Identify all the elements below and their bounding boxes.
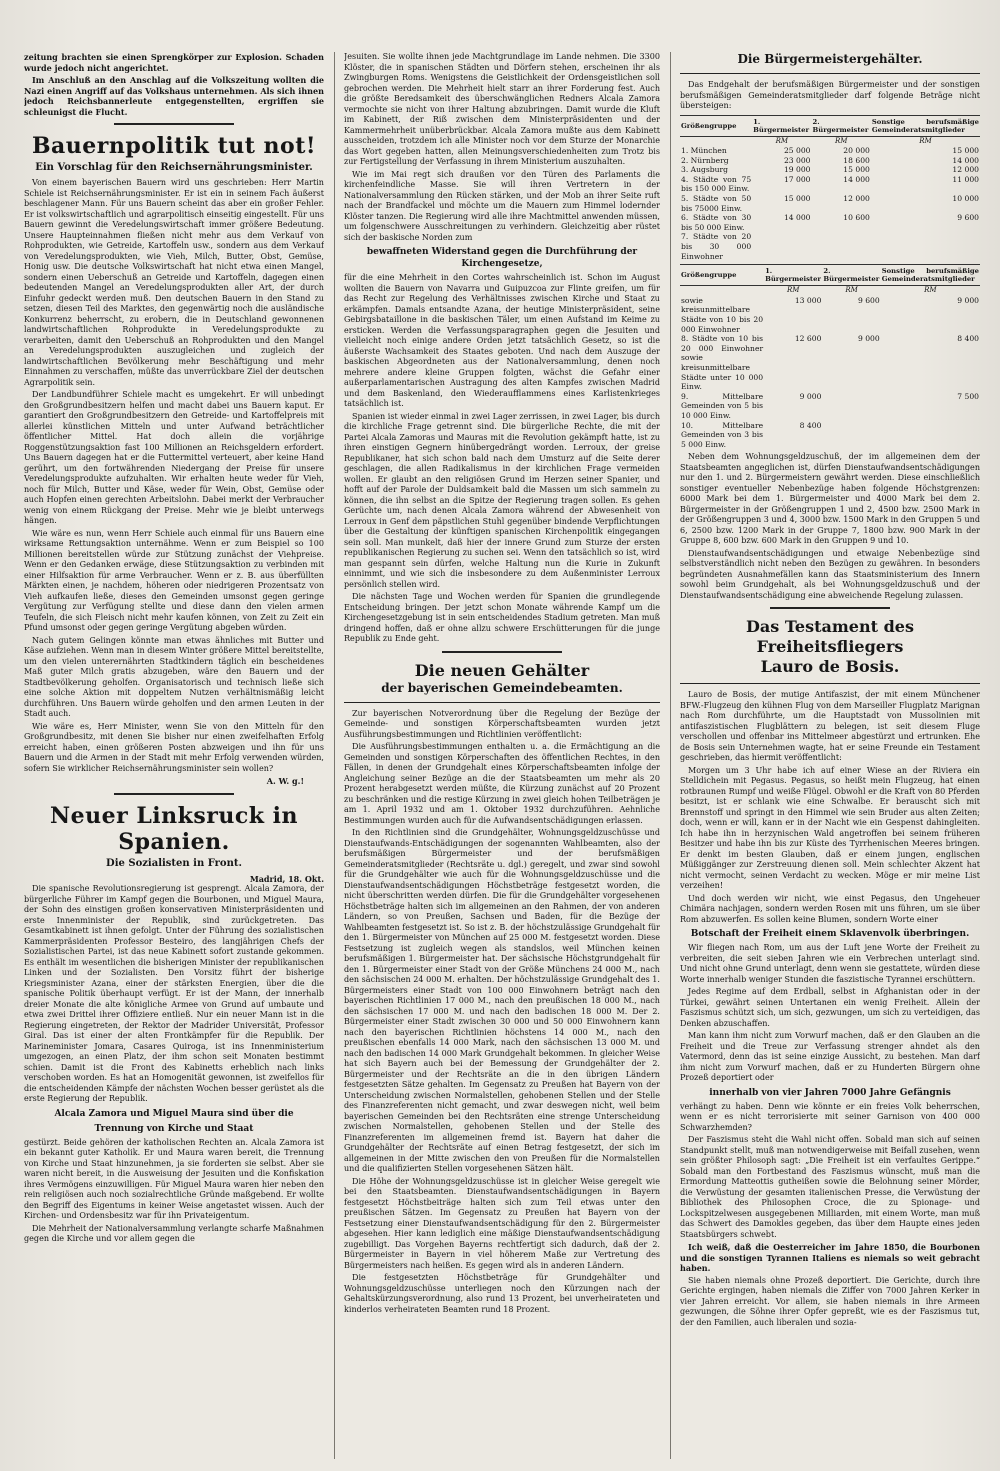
divider xyxy=(770,607,890,609)
table-row xyxy=(680,213,980,232)
paragraph: Wie wäre es nun, wenn Herr Schiele auch einmal für uns Bauern eine wirksame Rettungsaktion unternähme. Wenn er zum Beispiel so 100 Millionen bereitstellen würde zur Stützung zunächst der Viehpreise. Wenn er den Gedanken erwäge, diese Stützungsaktion zu verbinden mit einer Hilfsaktion für arme Verbraucher. Wenn er z. B. aus überfüllten Märkten einen, je nachdem, höheren oder niedrigeren Prozentsatz von Vieh aufkaufen ließe, dieses den Gemeinden umsonst gegen geringe Vergütung zur Verfügung stellte und diese dann den vielen armen Teufeln, die sich Fleisch nicht mehr kaufen können, von Zeit zu Zeit ein Pfund umsonst oder gegen geringe Vergütung abgeben würden. xyxy=(24,528,324,632)
paragraph: Die Höhe der Wohnungsgeldzuschüsse ist in gleicher Weise geregelt wie bei den Staatsbeamten. Dienstaufwandsentschädigungen in Bayern festgesetzt Höchstbeiträge halten sich zum Teil etwas unter den preußischen Sätzen. Im Gegensatz zu Preußen hat Bayern von der Festsetzung einer Dienstaufwandsentschädigung für den 2. Bürgermeister abgesehen. Hier kann lediglich eine mäßige Dienstaufwandsentschädigung zugebilligt. Das Vorgehen Bayerns rechtfertigt sich dadurch, daß der 2. Bürgermeister in Bayern in viel höherem Maße zur Vertretung des Bürgermeisters nach heißen. Es gegen wird als in anderen Ländern. xyxy=(344,1176,660,1270)
paragraph: Morgen um 3 Uhr habe ich auf einer Wiese an der Riviera ein Stelldichein mit Pegasus. Pegasus, so heißt mein Flugzeug, hat einen rotbraunen Rumpf und weiße Flügel. Obwohl er die Kraft von 80 Pferden besitzt, ist er schlank wie eine Schwalbe. Er berauscht sich mit Brennstoff und springt in den Himmel wie sein Bruder aus alten Zeiten; doch, wenn er will, kann er in der Nacht wie ein Gespenst dahingleiten. Ich habe ihn in herzynischen Wald angetroffen bei seinem früheren Besitzer und habe ihn bis zur Küste des Tyrrhenischen Meeres bringen. Er denkt im besten Glauben, daß er einem jungen, englischen Müßiggänger zur Zerstreuung dienen soll. Mein schlechter Akzent hat nicht vermocht, seinen Verdacht zu wecken. Möge er mir meine List verzeihen! xyxy=(680,765,980,891)
table-cell: 8 400 xyxy=(957,334,979,344)
table-row xyxy=(680,165,980,175)
table-cell: 7. Städte von 20 bis 30 000 Einwohner xyxy=(681,232,752,261)
table-cell: 15 000 xyxy=(843,165,870,175)
paragraph: zeitung brachten sie einen Sprengkörper zur Explosion. Schaden wurde jedoch nicht angerichtet. xyxy=(24,52,324,73)
paragraph: verhängt zu haben. Denn wie könnte er ein freies Volk beherrschen, wenn er es nicht terrorisierte mit seiner Garnison von 400 000 Schwarzhemden? xyxy=(680,1101,980,1132)
table-header: 2. Bürgermeister xyxy=(822,265,880,286)
unit-row xyxy=(680,286,980,296)
article-title-buergermeister: Die Bürgermeistergehälter. xyxy=(737,52,923,66)
article-title-testament: Lauro de Bosis. xyxy=(760,657,900,677)
column-2 xyxy=(344,52,660,1461)
table-cell xyxy=(871,232,980,261)
paragraph: gestürzt. Beide gehören der katholischen Rechten an. Alcala Zamora ist ein bekannt guter Katholik. Er und Maura waren bereit, die Trennung von Kirche und Staat hinzunehmen, ja sie forderten sie selbst. Aber sie waren nicht bereit, in die Ausweisung der Jesuiten und die Konfiskation ihres Vermögens einzuwilligen. Für Miguel Maura waren hier neben den rein religiösen auch noch sozialrechtliche Gründe maßgebend. Er wollte den Begriff des Eigentums in keiner Weise angetastet wissen. Auch der Kirchen- und Ordensbesitz war für ihn Privateigentum. xyxy=(24,1137,324,1220)
article-subtitle: Ein Vorschlag für den Reichsernährungsminister. xyxy=(35,162,313,173)
paragraph: Wie wäre es, Herr Minister, wenn Sie von den Mitteln für den Großgrundbesitz, mit denen Sie bisher nur einen zweifelhaften Erfolg erreicht haben, einen größeren Posten abzweigen und ihn für uns Bauern und die Armen in der Stadt mit mehr Erfolg verwenden würden, sofern Sie wirklicher Reichsernährungsminister sein wollen? xyxy=(24,721,324,773)
table-row xyxy=(680,392,980,421)
paragraph: Wir fliegen nach Rom, um aus der Luft jene Worte der Freiheit zu verbreiten, die seit sieben Jahren wie ein Verbrechen unterlagt sind. Und nicht ohne Grund unterlagt, denn wenn sie gestattete, würden diese Worte innerhalb weniger Stunden die faszistische Tyrannei erschüttern. xyxy=(680,943,980,984)
column-1 xyxy=(24,52,324,1461)
section-heading: Botschaft der Freiheit einem Sklavenvolk überbringen. xyxy=(690,929,970,940)
paragraph: Im Anschluß an den Anschlag auf die Volkszeitung wollten die Nazi einen Angriff auf das Volkshaus unternehmen. Als sich ihnen jedoch Reichsbannerleute entgegenstellten, ergriffen sie schleunigst die Flucht. xyxy=(24,75,324,117)
paragraph: Die festgesetzten Höchstbeträge für Grundgehälter und Wohnungsgeldzuschüsse unterliegen noch den Kürzungen nach der Gehaltskürzungsverordnung, also rund 13 Prozent, bei unverheirateten und kinderlos verheirateten Beamten rund 18 Prozent. xyxy=(344,1273,660,1314)
table-row xyxy=(680,421,980,450)
table-cell: 14 000 xyxy=(783,213,811,223)
article-title-testament: Das Testament des Freiheitsfliegers xyxy=(746,617,914,657)
article-title-gehaelter: Die neuen Gehälter xyxy=(414,660,590,680)
paragraph: Und doch werden wir nicht, wie einst Pegasus, den Ungeheuer Chimära nachjagen, sondern werden Rosen mit uns führen, um sie über Rom abzuwerfen. Es sollen keine Blumen, sondern Worte einer xyxy=(680,893,980,924)
paragraph: Dienstaufwandsentschädigungen und etwaige Nebenbezüge sind selbstverständlich nicht neben den Bezügen zu gewähren. In besonders begründeten Ausnahmefällen kann das Staatsministerium des Innern sowohl beim Grundgehalt, als bei Wohnungsgeldzuschuß und der Dienstaufwandsentschädigung eine abweichende Regelung zulassen. xyxy=(680,548,980,600)
article-signature: A. W. g.! xyxy=(266,776,304,786)
salary-table xyxy=(680,115,980,262)
paragraph: Die Mehrheit der Nationalversammlung verlangte scharfe Maßnahmen gegen die Kirche und vor allem gegen die xyxy=(24,1223,324,1243)
table-header: Größengruppe xyxy=(680,115,752,136)
table-cell: 10 600 xyxy=(843,213,870,223)
unit-cell: RM xyxy=(787,286,800,295)
paragraph: Neben dem Wohnungsgeldzuschuß, der im allgemeinen dem der Staatsbeamten angeglichen ist, dürfen Dienstaufwandsentschädigungen nur den 1. und 2. Bürgermeistern gewährt werden. Diese einschließlich sonstiger eventueller Nebenbezüge haben folgende Höchstgrenzen: 6000 Mark bei dem 1. Bürgermeister und 4000 Mark bei dem 2. Bürgermeister in der Größengruppen 1 und 2, 4500 bzw. 2500 Mark in der Größengruppen 3 und 4, 3000 bzw. 1500 Mark in den Gruppen 5 und 6, 2500 bzw. 1200 Mark in der Gruppe 7, 1800 bzw. 900 Mark in der Gruppe 8, 600 bzw. 600 Mark in den Gruppen 9 und 10. xyxy=(680,452,980,546)
column-3 xyxy=(680,52,980,1461)
table-cell xyxy=(881,421,980,450)
unit-cell: RM xyxy=(919,136,932,145)
table-header: Größengruppe xyxy=(680,265,764,286)
paragraph: Der Landbundführer Schiele macht es umgekehrt. Er will unbedingt den Großgrundbesitzern helfen und macht dabei uns Bauern kaput. Er garantiert den Großgrundbesitzern den Getreide- und Kartoffelpreis mit allerlei künstlichen Mitteln und unter Aufwand beträchtlicher öffentlicher Mittel. Hat doch allein die vorjährige Roggenstützungsaktion fast 100 Millionen an Reichsgeldern erfordert. Uns Bauern dagegen hat er die Futtermittel verteuert, aber keine Hand gerührt, um den fortwährenden Niedergang der Preise für unsere Veredelungsprodukte aufzuhalten. Wir erhalten heute weder für Vieh, noch für Milch, Butter und Käse, weder für Wein, Obst, Gemüse oder auch Hopfen einen gerechten Arbeitslohn. Dabei merkt der Verbraucher wenig von einem Rückgang der Preise. Mehr wie je bleibt unterwegs hängen. xyxy=(24,390,324,525)
table-cell: 10. Mittelbare Gemeinden von 3 bis 5 000 Einw. xyxy=(681,420,764,449)
paragraph: Jesuiten. Sie wollte ihnen jede Machtgrundlage im Lande nehmen. Die 3300 Klöster, die in spanischen Städten und Dörfern stehen, erscheinen ihr als Zwingburgen Roms. Wenigstens die Geistlichkeit der Ordensgeistlichen soll gebrochen werden. Die Mehrheit hielt starr an ihrer Forderung fest. Auch die größte Beredsamkeit des überschwänglichen Redners Alcala Zamora vermochte sie nicht von ihrer Haltung abzubringen. Damit wurde die Kluft im Kabinett, der Riß zwischen dem Ministerpräsidenten und der Kammermehrheit unüberbrückbar. Alcala Zamora mußte aus dem Kabinett ausscheiden, trotzdem ich alle Minister noch vor dem Sturze der Monarchie das Wort gegeben hatten, allen Meinungsverschiedenheiten zum Trotz bis zur Fertigstellung der Verfassung in ihrem Ministerium auszuhalten. xyxy=(344,52,660,166)
table-row xyxy=(680,232,980,261)
paragraph: Nach gutem Gelingen könnte man etwas ähnliches mit Butter und Käse aufziehen. Wenn man in diesem Winter größere Mittel bereitstellte, um den vielen unterernährten Stadtkindern täglich ein bescheidenes Maß guter Milch gratis abzugeben, wäre den Bauern und der Stadtbevölkerung geholfen. Organisatorisch und technisch ließe sich eine solche Aktion mit doppeltem Nutzen verhältnismäßig leicht durchführen. Uns Bauern würde geholfen und den armen Leuten in der Stadt auch. xyxy=(24,635,324,718)
table-row xyxy=(680,194,980,213)
unit-cell: RM xyxy=(834,136,848,145)
table-row xyxy=(680,156,980,166)
table-cell: 18 600 xyxy=(843,155,870,165)
table-cell: 3. Augsburg xyxy=(681,165,729,175)
article-subtitle: der bayerischen Gemeindebeamten. xyxy=(381,680,623,695)
unit-cell: RM xyxy=(924,286,937,295)
paragraph: Lauro de Bosis, der mutige Antifaszist, der mit einem Münchener BFW.-Flugzeug den kühnen Flug von dem Marseiller Flugplatz Marignan nach Rom durchführte, um die Hauptstadt von Mussolinien mit antifaszistischen Flugblättern zu belegen, ist seit diesem Fluge verschollen und offenbar ins Mittelmeer abgestürzt und ertrunken. Ehe de Bosis sein Unternehmen wagte, hat er seine Freunde ein Testament geschrieben, das hiermit veröffentlicht: xyxy=(680,690,980,763)
table-cell xyxy=(822,421,880,450)
table-cell: 19 000 xyxy=(783,165,811,175)
article-title-bauernpolitik: Bauernpolitik tut not! xyxy=(31,133,317,159)
divider xyxy=(114,123,234,125)
table-row xyxy=(680,334,980,392)
table-cell: 10 000 xyxy=(952,194,979,204)
table-header: 2. Bürgermeister xyxy=(812,115,871,136)
paragraph: Von einem bayerischen Bauern wird uns geschrieben: Herr Martin Schiele ist Reichsernährungsminister. Er ist ein in seinem Fach äußerst beschlagener Mann. Für uns Bauern scheint das aber ein großer Fehler. Er ist volkswirtschaftlich und agrarpolitisch einseitig eingestellt. Für uns Bauern gewinnt die Veredelungswirtschaft immer größere Bedeutung. Unsere Haupteinnahmen fließen nicht mehr aus dem Verkauf von Rohprodukten, wie Getreide, Kartoffeln usw., sondern aus dem Verkauf von Veredelungsprodukten, wie Vieh, Milch, Butter, Obst, Gemüse, Honig usw. Die deutsche Volkswirtschaft hat nicht etwa einen Mangel, sondern einen Ueberschuß an Getreide und Kartoffeln, dagegen einen bedeutenden Mangel an Veredelungsprodukten aller Art, der durch Einfuhr gedeckt werden muß. Den deutschen Bauern in den Stand zu setzen, diesen Teil des Marktes, den gegenwärtig noch die ausländische Konkurrenz beherrscht, zu erobern, die in Deutschland gewonnenen landwirtschaftlichen Rohprodukte in Veredelungsprodukte zu verarbeiten, damit den Ueberschuß an Rohprodukten und den Mangel an Veredelungsprodukten auszugleichen und zugleich der landwirtschaftlichen Bevölkerung mehr Beschäftigung und mehr Einnahmen zu verschaffen, müßte das unverrückbare Ziel der deutschen Agrarpolitik sein. xyxy=(24,178,324,387)
table-cell: 9 000 xyxy=(799,391,822,401)
table-cell: 2. Nürnberg xyxy=(681,155,729,165)
paragraph: Spanien ist wieder einmal in zwei Lager zerrissen, in zwei Lager, bis durch die kirchliche Frage getrennt sind. Die bürgerliche Rechte, die mit der Partei Alcala Zamoras und Mauras mit die Revolution gekämpft hatte, ist zu ihren einstigen Gegnern hinübergedrängt worden. Lerroux, der greise Republikaner, hat sich schon bald nach dem Umsturz auf die Seite derer geschlagen, die allen Radikalismus in der kirchlichen Frage vermeiden wollen. Er glaubt an den religiösen Grund im Herzen seiner Spanier, und hofft auf der Parole der Duldsamkeit bald die Massen um sich sammeln zu können, die ihn selbst an die Spitze der Regierung tragen sollen. Es gehen Gerüchte um, nach denen Alcala Zamora während der Abwesenheit von Lerroux in Genf dem päpstlichen Stuhl gegenüber bindende Verpflichtungen über die Gestaltung der künftigen spanischen Kirchenpolitik eingegangen sein soll. Man munkelt, daß hier der innere Grund zum Sturze der ersten republikanischen Regierung zu suchen sei. Wenn den tatsächlich so ist, wird man gespannt sein dürfen, welche Haltung nun die Kurie in Zukunft einnimmt, und wie sich die insbesondere zu dem Außenminister Lerroux persönlich stellen wird. xyxy=(344,411,660,589)
column-rule xyxy=(334,52,335,1459)
unit-cell xyxy=(680,136,752,146)
table-cell: 1. München xyxy=(681,146,727,156)
paragraph: Ich weiß, daß die Oesterreicher im Jahre 1850, die Bourbonen und die sonstigen Tyrannen Italiens es niemals so weit gebracht haben. xyxy=(680,1242,980,1274)
paragraph: Die Ausführungsbestimmungen enthalten u. a. die Ermächtigung an die Gemeinden und sonstigen Körperschaften des öffentlichen Rechtes, in den Fällen, in denen der Grundgehalt eines Körperschaftsbeamten infolge der Angleichung seiner Bezüge an die der Staatsbeamten um mehr als 20 Prozent herabgesetzt werden müßte, die Kürzung zunächst auf 20 Prozent zu beschränken und die restige Kürzung in zwei gleich hohen Teilbeträgen je am 1. April 1932 und am 1. Oktober 1932 durchzuführen. Aehnliche Bestimmungen wurden auch für die Aufwandsentschädigungen erlassen. xyxy=(344,742,660,825)
table-cell xyxy=(752,232,811,261)
divider xyxy=(344,702,660,703)
divider xyxy=(442,651,562,653)
table-cell: 17 000 xyxy=(783,174,811,184)
table-cell: 9 600 xyxy=(857,295,880,305)
paragraph: Wie im Mai regt sich draußen vor den Türen des Parlaments die kirchenfeindliche Masse. Sie will ihren Vertretern in der Nationalversammlung den Rücken stärken, und der Mob an ihrer Seite ruft nach der Brandfackel und möchte um die Mauern zum Himmel lodernder Klöster tanzen. Die Regierung wird alle ihre Machtmittel anwenden müssen, um folgenschwere Ausschreitungen zu verhindern. Gleichzeitig aber rüstet sich der baskische Norden zum xyxy=(344,169,660,242)
divider xyxy=(680,73,980,74)
table-cell: 25 000 xyxy=(783,146,811,156)
table-row xyxy=(680,175,980,194)
section-heading: Trennung von Kirche und Staat xyxy=(94,1123,254,1134)
table-cell: 9. Mittelbare Gemeinden von 5 bis 10 000 Einw. xyxy=(681,391,764,420)
paragraph: Jedes Regime auf dem Erdball, selbst in Afghanistan oder in der Türkei, gewährt seinen Untertanen ein wenig Freiheit. Allein der Faszismus schützt sich, um sich, gezwungen, um sich zu verteidigen, das Denken abzuschaffen. xyxy=(680,987,980,1028)
divider xyxy=(114,793,234,795)
table-cell: 7 500 xyxy=(957,391,979,401)
paragraph: Der Faszismus steht die Wahl nicht offen. Sobald man sich auf seinen Standpunkt stellt, muß man notwendigerweise mit Beifall zusehen, wenn sein größter Philosoph sagt: „Die Freiheit ist ein verfaultes Gerippe.“ Sobald man den Fortbestand des Faszismus wünscht, muß man die Ermordung Matteottis gutheißen sowie die Belohnung seiner Mörder, die Verwüstung der gesamten italienischen Presse, die Verwüstung der Bibliothek des Philosophen Croce, die zu Spionage- und Lockspitzelwesen ausgegebenen Milliarden, mit einem Worte, man muß das Schwert des Damokles gegeben, das über dem Haupte eines jeden Staatsbürgers schwebt. xyxy=(680,1135,980,1239)
table-header: Sonstige berufsmäßige Gemeinderatsmitglieder xyxy=(871,115,980,136)
article-title-spanien: Neuer Linksruck in Spanien. xyxy=(49,802,299,855)
paragraph: Zur bayerischen Notverordnung über die Regelung der Bezüge der Gemeinde- und sonstigen Körperschaftsbeamten wurden jetzt Ausführungsbestimmungen und Richtlinien veröffentlicht: xyxy=(344,708,660,739)
table-cell: 23 000 xyxy=(783,155,811,165)
section-heading: Alcala Zamora und Miguel Maura sind über die xyxy=(54,1108,294,1119)
paragraph: In den Richtlinien sind die Grundgehälter, Wohnungsgeldzuschüsse und Dienstaufwands-Entschädigungen der sogenannten Wahlbeamten, also der berufsmäßigen Bürgermeister und der berufsmäßigen Gemeinderatsmitglieder (Rechtsräte u. dgl.) geregelt, und zwar sind sowohl für die Grundgehälter wie auch für die Wohnungsgeldzuschüsse und die Dienstaufwandsentschädigungen Höchstbeträge festgesetzt worden, die nicht überschritten werden dürfen. Die für die Grundgehälter vorgesehenen Höchstbeträge halten sich im allgemeinen an den Rahmen, der von anderen Ländern, so von Preußen, Sachsen und Baden, für die Bezüge der Wahlbeamten festgesetzt ist. So ist z. B. der höchstzulässige Grundgehalt für den 1. Bürgermeister von München auf 25 000 M. festgesetzt worden. Diese Festsetzung ist zugleich wegen als standslos, weil München keinen berufsmäßigen 1. Bürgermeister hat. Der sächsische Höchstgrundgehalt für den 1. Bürgermeister einer Stadt von der Größe Münchens 24 000 M., nach den sächsischen 24 000 M. erhalten. Der höchstzulässige Grundgehalt des 1. Bürgermeisters einer Stadt von 100 000 Einwohnern beträgt nach den bayerischen Richtlinien 17 000 M., nach den preußischen 18 000 M., nach den sächsischen 17 000 M. und nach den badischen 18 000 M. Der 2. Bürgermeister einer Stadt zwischen 30 000 und 50 000 Einwohnern kann nach den bayerischen Richtlinien höchstens 14 000 M., nach den preußischen ebenfalls 14 000 Mark, nach den sächsischen 13 000 M. und nach den badischen 14 000 Mark Grundgehalt bekommen. In gleicher Weise hat sich Bayern auch bei der Bemessung der Grundgehälter der 2. Bürgermeister und der Rechtsräte an die in den übrigen Ländern festgesetzten Sätze gehalten. Im Gegensatz zu Preußen hat Bayern von der Unterscheidung zwischen Normalstellen, gehobenen Stellen und der Stelle des Finanzreferenten nicht gemacht, und zwar deswegen nicht, weil beim bayerischen Gemeinden bei den Rechtsräten eine strenge Unterscheidung zwischen Normalstellen, gehobenen Stellen und der Stelle des Finanzreferenten im allgemeinen fremd ist. Bayern hat daher die Grundgehälter der Rechtsräte auf einen Betrag festgesetzt, der sich im allgemeinen in der Mitte zwischen den von Preußen für die Normalstellen und die qualifizierten Stellen vorgesehenen Sätzen hält. xyxy=(344,828,660,1173)
table-cell: 9 000 xyxy=(957,295,979,305)
table-cell: 6. Städte von 30 bis 50 000 Einw. xyxy=(681,213,752,232)
table-cell: 8. Städte von 10 bis 20 000 Einwohner sowie kreisunmittelbare Städte unter 10 000 Einw. xyxy=(681,334,764,392)
paragraph: Die nächsten Tage und Wochen werden für Spanien die grundlegende Entscheidung bringen. Der jetzt schon Monate währende Kampf um die Kirchengesetzgebung ist in sein entscheidendes Stadium getreten. Man muß dringend hoffen, daß er ohne allzu schwere Erschütterungen für die junge Republik zu Ende geht. xyxy=(344,592,660,643)
article-subtitle: Die Sozialisten in Front. xyxy=(106,857,242,869)
table-cell: 12 600 xyxy=(794,334,822,344)
paragraph: Sie haben niemals ohne Prozeß deportiert. Die Gerichte, durch ihre Gerichte ergingen, haben niemals die Ziffer von 7000 Jahren Kerker in vier Jahren erreicht. Vor allem, sie haben niemals in ihre Armeen gezwungen, die Söhne ihrer Opfer gepreßt, wie es der Faszismus tut, der den Familien, auch liberalen und sozia- xyxy=(680,1275,980,1327)
unit-cell: RM xyxy=(775,136,789,145)
section-heading: bewaffneten Widerstand gegen die Durchführung der Kirchengesetze, xyxy=(366,247,638,269)
paragraph: Man kann ihm nicht zum Vorwurf machen, daß er den Glauben an die Freiheit und die Treue zur Verfassung strenger ahndet als den Vatermord, denn das ist seine einzige Aussicht, zu bestehen. Man darf ihm nicht zum Vorwurf machen, daß er zu Hunderten Bürgern ohne Prozeß deportiert oder xyxy=(680,1031,980,1083)
column-rule xyxy=(670,52,671,1459)
table-cell: 14 000 xyxy=(952,155,979,165)
table-cell: 9 000 xyxy=(857,334,880,344)
table-cell: 15 000 xyxy=(783,194,811,204)
salary-table xyxy=(680,264,980,449)
table-header: 1. Bürgermeister xyxy=(752,115,811,136)
unit-cell xyxy=(680,286,764,296)
table-cell: 15 000 xyxy=(952,146,979,156)
unit-row xyxy=(680,136,980,146)
table-cell: 11 000 xyxy=(952,174,979,184)
table-row xyxy=(680,296,980,334)
table-cell: 12 000 xyxy=(952,165,979,175)
table-cell: 14 000 xyxy=(843,174,870,184)
table-header: 1. Bürgermeister xyxy=(764,265,822,286)
paragraph: Die spanische Revolutionsregierung ist gesprengt. Alcala Zamora, der bürgerliche Führer im Kampf gegen die Bourbonen, und Miguel Maura, der Sohn des einstigen großen konservativen Ministerpräsidenten und erste Innenminister der Republik, sind zurückgetreten. Das Gesamtkabinett ist ihnen gefolgt. Unter der Führung des sozialistischen Kammerpräsidenten Professor Besteiro, des langjährigen Chefs der Sozialistischen Partei, ist das neue Kabinett sofort zustande gekommen. Es enthält im wesentlichen die bisherigen Minister der republikanischen Linken und der Sozialisten. Den Vorsitz führt der bisherige Kriegsminister Azana, einer der stärksten Energien, über die die spanische Politik überhaupt verfügt. Er ist der Mann, der innerhalb dreier Monate die alte königliche Armee von Grund auf umbaute und etwa zwei Drittel ihrer Offiziere entließ. Nur ein neuer Mann ist in die Regierung eingetreten, der Rektor der Madrider Universität, Professor Giral. Das ist einer der alten Frontkämpfer für die Republik. Der Marineminister Jomara, Casares Quiroga, ist ins Innenministerium umgezogen, an einen Platz, der ihm schon seit Monaten bestimmt schien. Damit ist die Front des Kabinetts erheblich nach links verschoben worden. Es hat an Homogenität gewonnen, ist zweifellos für die entscheidenden Kämpfe der nächsten Wochen besser gerüstet als die erste Regierung der Republik. xyxy=(24,884,324,1103)
section-heading: innerhalb von vier Jahren 7000 Jahre Gefängnis xyxy=(709,1087,951,1098)
table-cell: 4. Städte von 75 bis 150 000 Einw. xyxy=(681,174,752,194)
table-cell: 20 000 xyxy=(843,146,870,156)
paragraph: Das Endgehalt der berufsmäßigen Bürgermeister und der sonstigen berufsmäßigen Gemeinderatsmitglieder darf folgende Beträge nicht übersteigen: xyxy=(680,80,980,110)
table-cell: 5. Städte von 50 bis 75000 Einw. xyxy=(681,194,752,213)
divider xyxy=(680,683,980,684)
table-cell xyxy=(822,392,880,421)
table-cell: 12 000 xyxy=(843,194,870,204)
table-row xyxy=(680,146,980,156)
table-cell: 13 000 xyxy=(794,295,822,305)
table-cell: sowie kreisunmittelbare Städte von 10 bis 20 000 Einwohner xyxy=(681,295,764,334)
paragraph: für die eine Mehrheit in den Cortes wahrscheinlich ist. Schon im August wollten die Bauern von Navarra und Guipuzcoa zur Flinte greifen, um für das Recht zur Regelung des Verhältnisses zwischen Kirche und Staat zu erkämpfen. Damals entsandte Azana, der heutige Ministerpräsident, seine Gebirgsbataillone in die baskischen Täler, um einen Aufstand im Keime zu ersticken. Werden die Verfassungsparagraphen gegen die Jesuiten und vielleicht noch einige andere Orden jetzt tatsächlich Gesetz, so ist die äußerste Wachsamkeit des Staates geboten. Und nach dem Auszuge der baskischen Abgeordneten aus der Nationalversammlung, denen noch mehrere andere kleine Gruppen folgten, wächst die Gefahr einer außerparlamentarischen Austragung des alten Kampfes zwischen Madrid und dem Baskenland, den Wiederaufflammens eines Karlistenkrieges tatsächlich ist. xyxy=(344,273,660,408)
dateline: Madrid, 18. Okt. xyxy=(249,873,324,884)
table-cell: 8 400 xyxy=(799,420,822,430)
table-cell: 9 600 xyxy=(957,213,979,223)
table-header: Sonstige berufsmäßige Gemeinderatsmitglieder xyxy=(881,265,980,286)
unit-cell: RM xyxy=(845,286,858,295)
table-cell xyxy=(812,232,871,261)
